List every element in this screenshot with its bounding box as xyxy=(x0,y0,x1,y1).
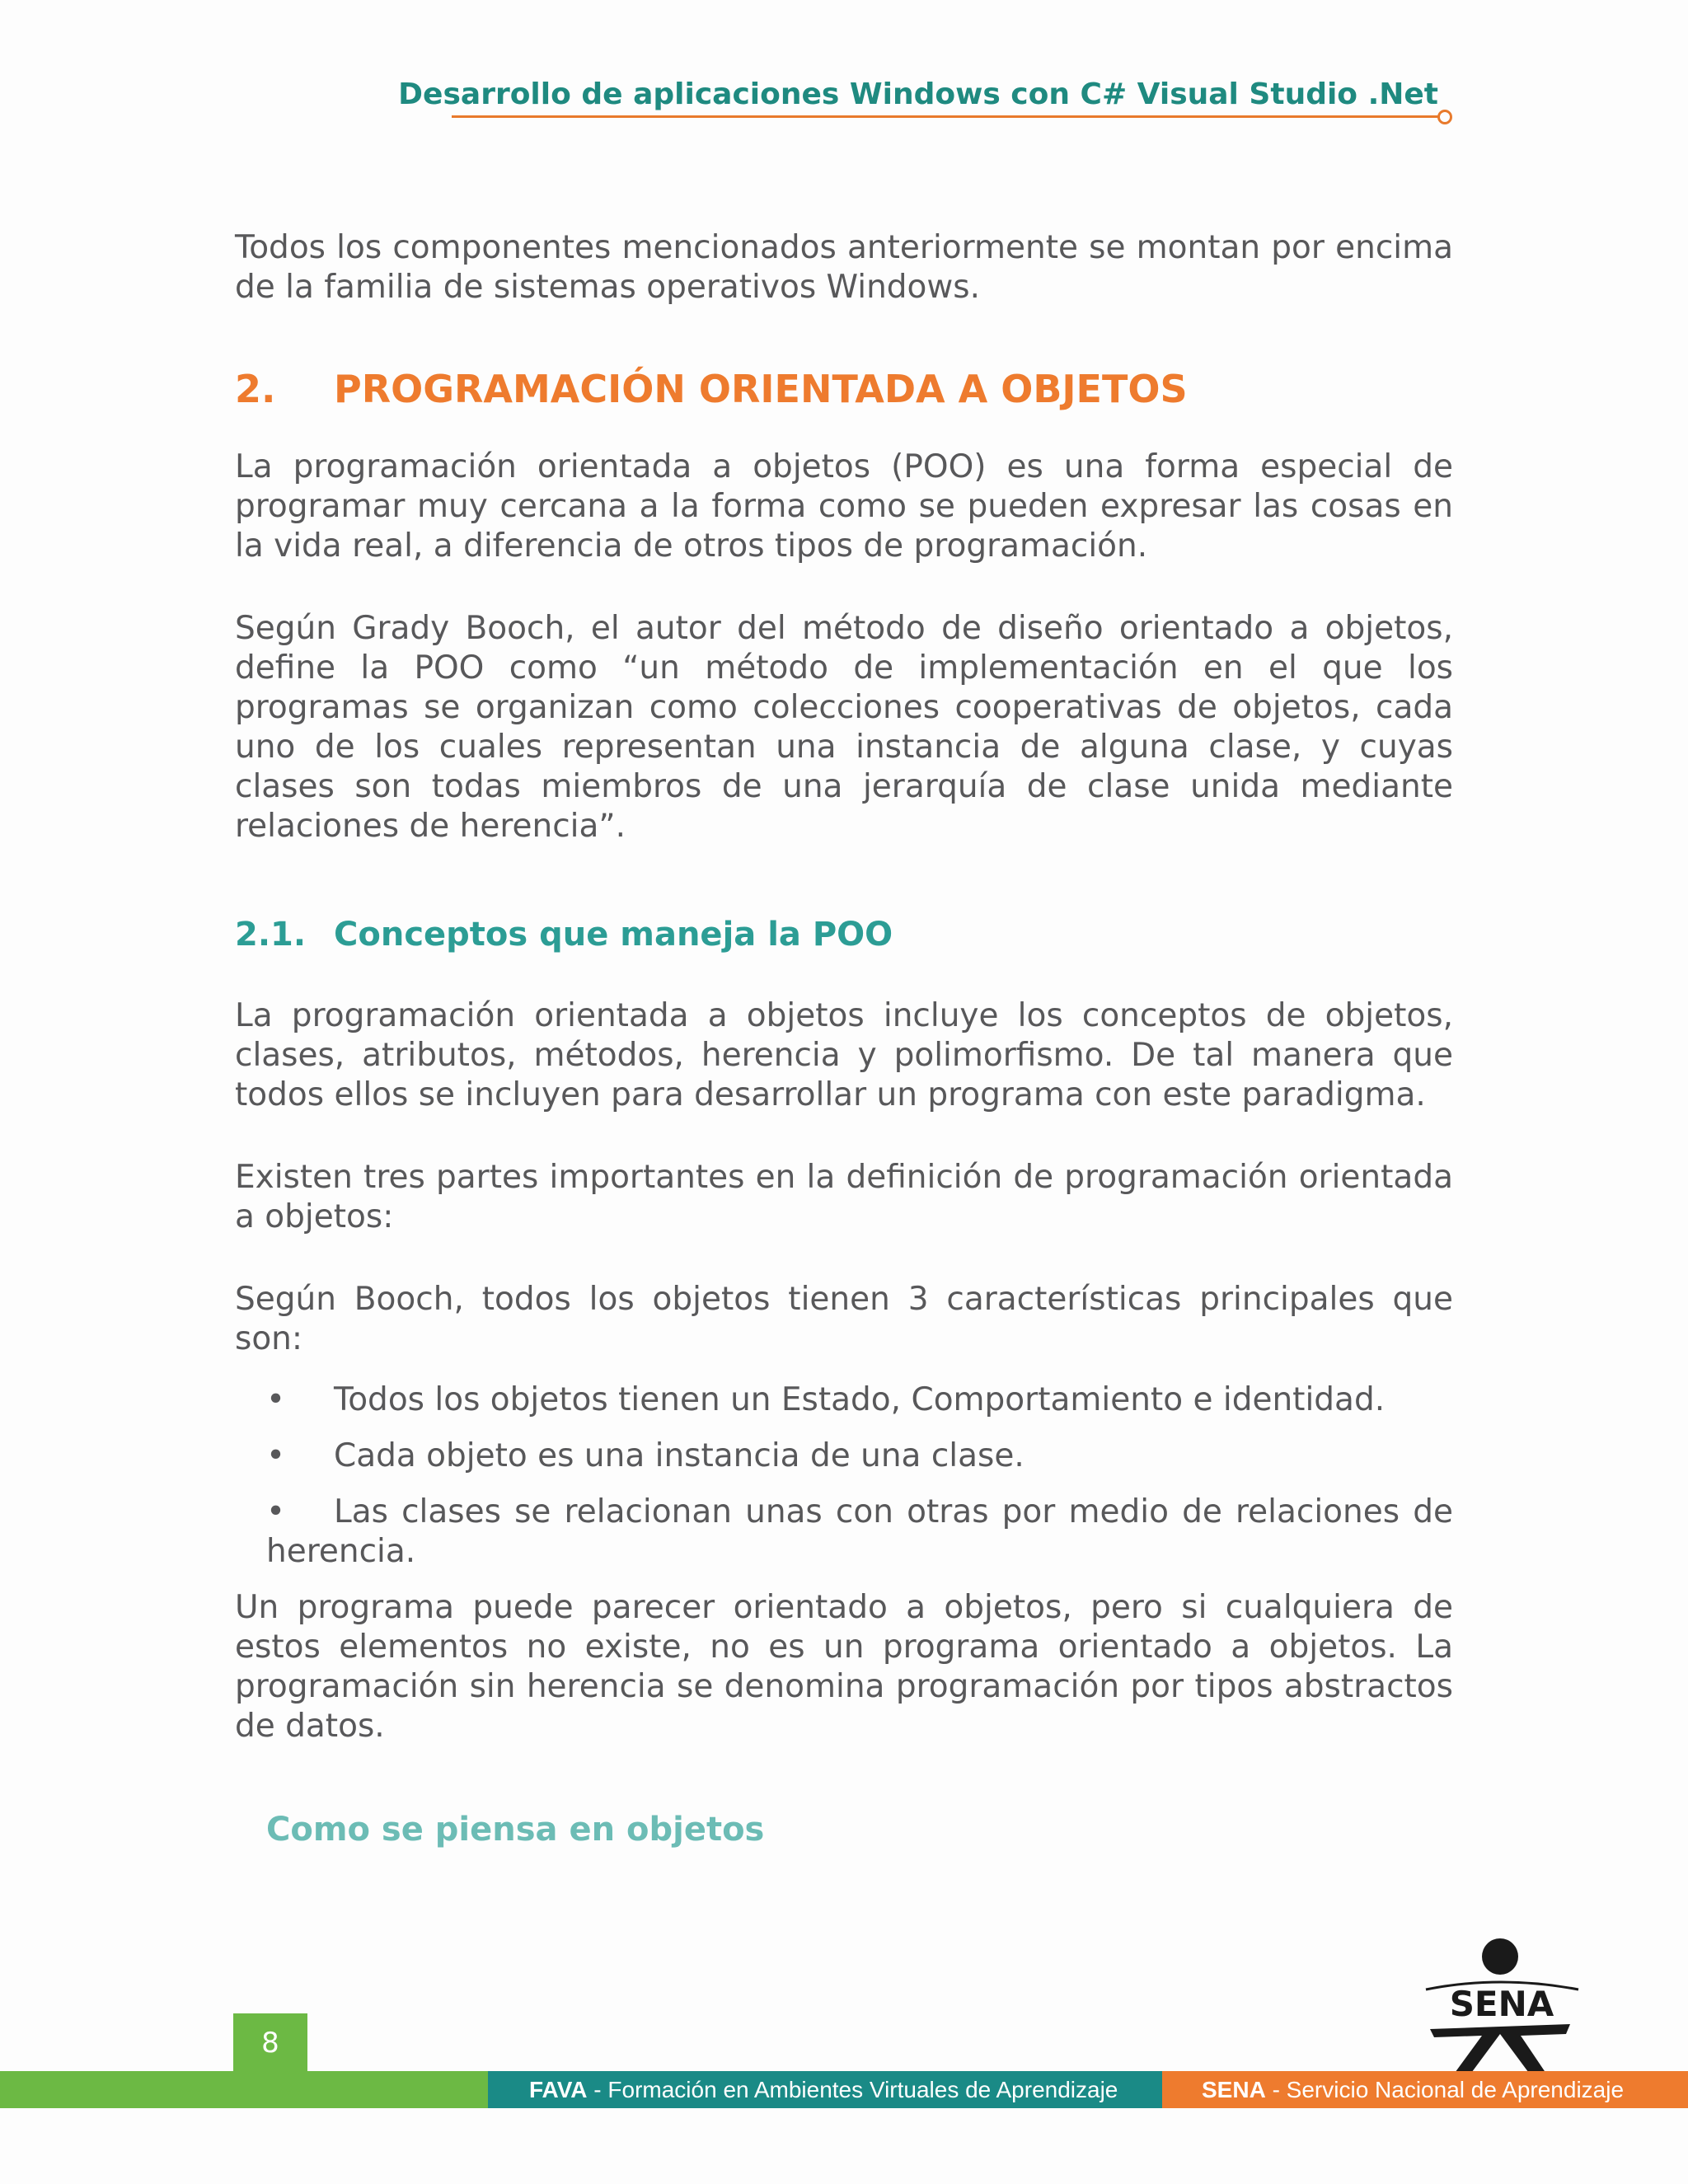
list-item xyxy=(266,1493,1453,1572)
fava-label: FAVA xyxy=(529,2077,588,2102)
subsection-heading-2-1 xyxy=(235,916,1453,954)
section-heading-2 xyxy=(235,367,1453,411)
paragraph-booch-characteristics: Según Booch, todos los objetos tienen 3 características principales que son: xyxy=(235,1281,1453,1357)
page-number: 8 xyxy=(233,2013,307,2073)
page-content xyxy=(235,228,1453,1849)
footer-sena-band xyxy=(1162,2071,1688,2108)
list-item-text: Las clases se relacionan unas con otras por medio de relaciones de herencia. xyxy=(266,1493,1453,1570)
footer-fava-band xyxy=(488,2071,1162,2108)
fava-description: - Formación en Ambientes Virtuales de Aprendizaje xyxy=(587,2077,1118,2102)
list-item xyxy=(266,1380,1453,1420)
paragraph-concepts: La programación orientada a objetos incluye los conceptos de objetos, clases, atributos, métodos, herencia y polimorfismo. De tal manera que todos ellos se incluyen para desarrollar un programa con este paradigma. xyxy=(235,997,1453,1113)
sena-logo-text: SENA xyxy=(1449,1984,1554,2024)
sena-label: SENA xyxy=(1202,2077,1266,2102)
list-item xyxy=(266,1436,1453,1476)
section-number: 2. xyxy=(235,367,276,411)
subsection-title: Conceptos que maneja la POO xyxy=(334,916,893,954)
sena-logo xyxy=(1418,1938,1591,2079)
header-rule xyxy=(452,115,1447,118)
paragraph-booch-quote: Según Grady Booch, el autor del método de diseño orientado a objetos, define la POO como “un método de implementación en el que los programas se organizan como colecciones cooperativas de objetos, cada uno de los cuales representan una instancia de alguna clase, y cuyas clases son todas miembros de una jerarquía de clase unida mediante relaciones de herencia”. xyxy=(235,610,1453,845)
intro-paragraph: Todos los componentes mencionados anteriormente se montan por encima de la familia de sistemas operativos Windows. xyxy=(235,229,1453,306)
bullet-glyph: • xyxy=(266,1381,286,1418)
bullet-list xyxy=(235,1380,1453,1572)
subsection-number: 2.1. xyxy=(235,916,307,954)
bullet-glyph: • xyxy=(266,1437,286,1474)
paragraph-three-parts: Existen tres partes importantes en la definición de programación orientada a objetos: xyxy=(235,1159,1453,1235)
section-title: PROGRAMACIÓN ORIENTADA A OBJETOS xyxy=(334,367,1188,411)
bullet-glyph: • xyxy=(266,1493,286,1530)
footer-green-band xyxy=(0,2071,488,2108)
subheading-objects: Como se piensa en objetos xyxy=(266,1811,765,1849)
list-item-text: Todos los objetos tienen un Estado, Comportamiento e identidad. xyxy=(334,1381,1386,1418)
list-item-text: Cada objeto es una instancia de una clase. xyxy=(334,1437,1025,1474)
header-rule-end-dot xyxy=(1437,110,1452,124)
sena-logo-head xyxy=(1482,1938,1518,1975)
paragraph-poo-definition: La programación orientada a objetos (POO) es una forma especial de programar muy cercana a la forma como se pueden expresar las cosas en la vida real, a diferencia de otros tipos de programación. xyxy=(235,448,1453,565)
running-header-title: Desarrollo de aplicaciones Windows con C# Visual Studio .Net xyxy=(398,77,1438,111)
paragraph-inheritance: Un programa puede parecer orientado a objetos, pero si cualquiera de estos elementos no existe, no es un programa orientado a objetos. La programación sin herencia se denomina programación por tipos abstractos de datos. xyxy=(235,1589,1453,1745)
sena-description: - Servicio Nacional de Aprendizaje xyxy=(1265,2077,1625,2102)
